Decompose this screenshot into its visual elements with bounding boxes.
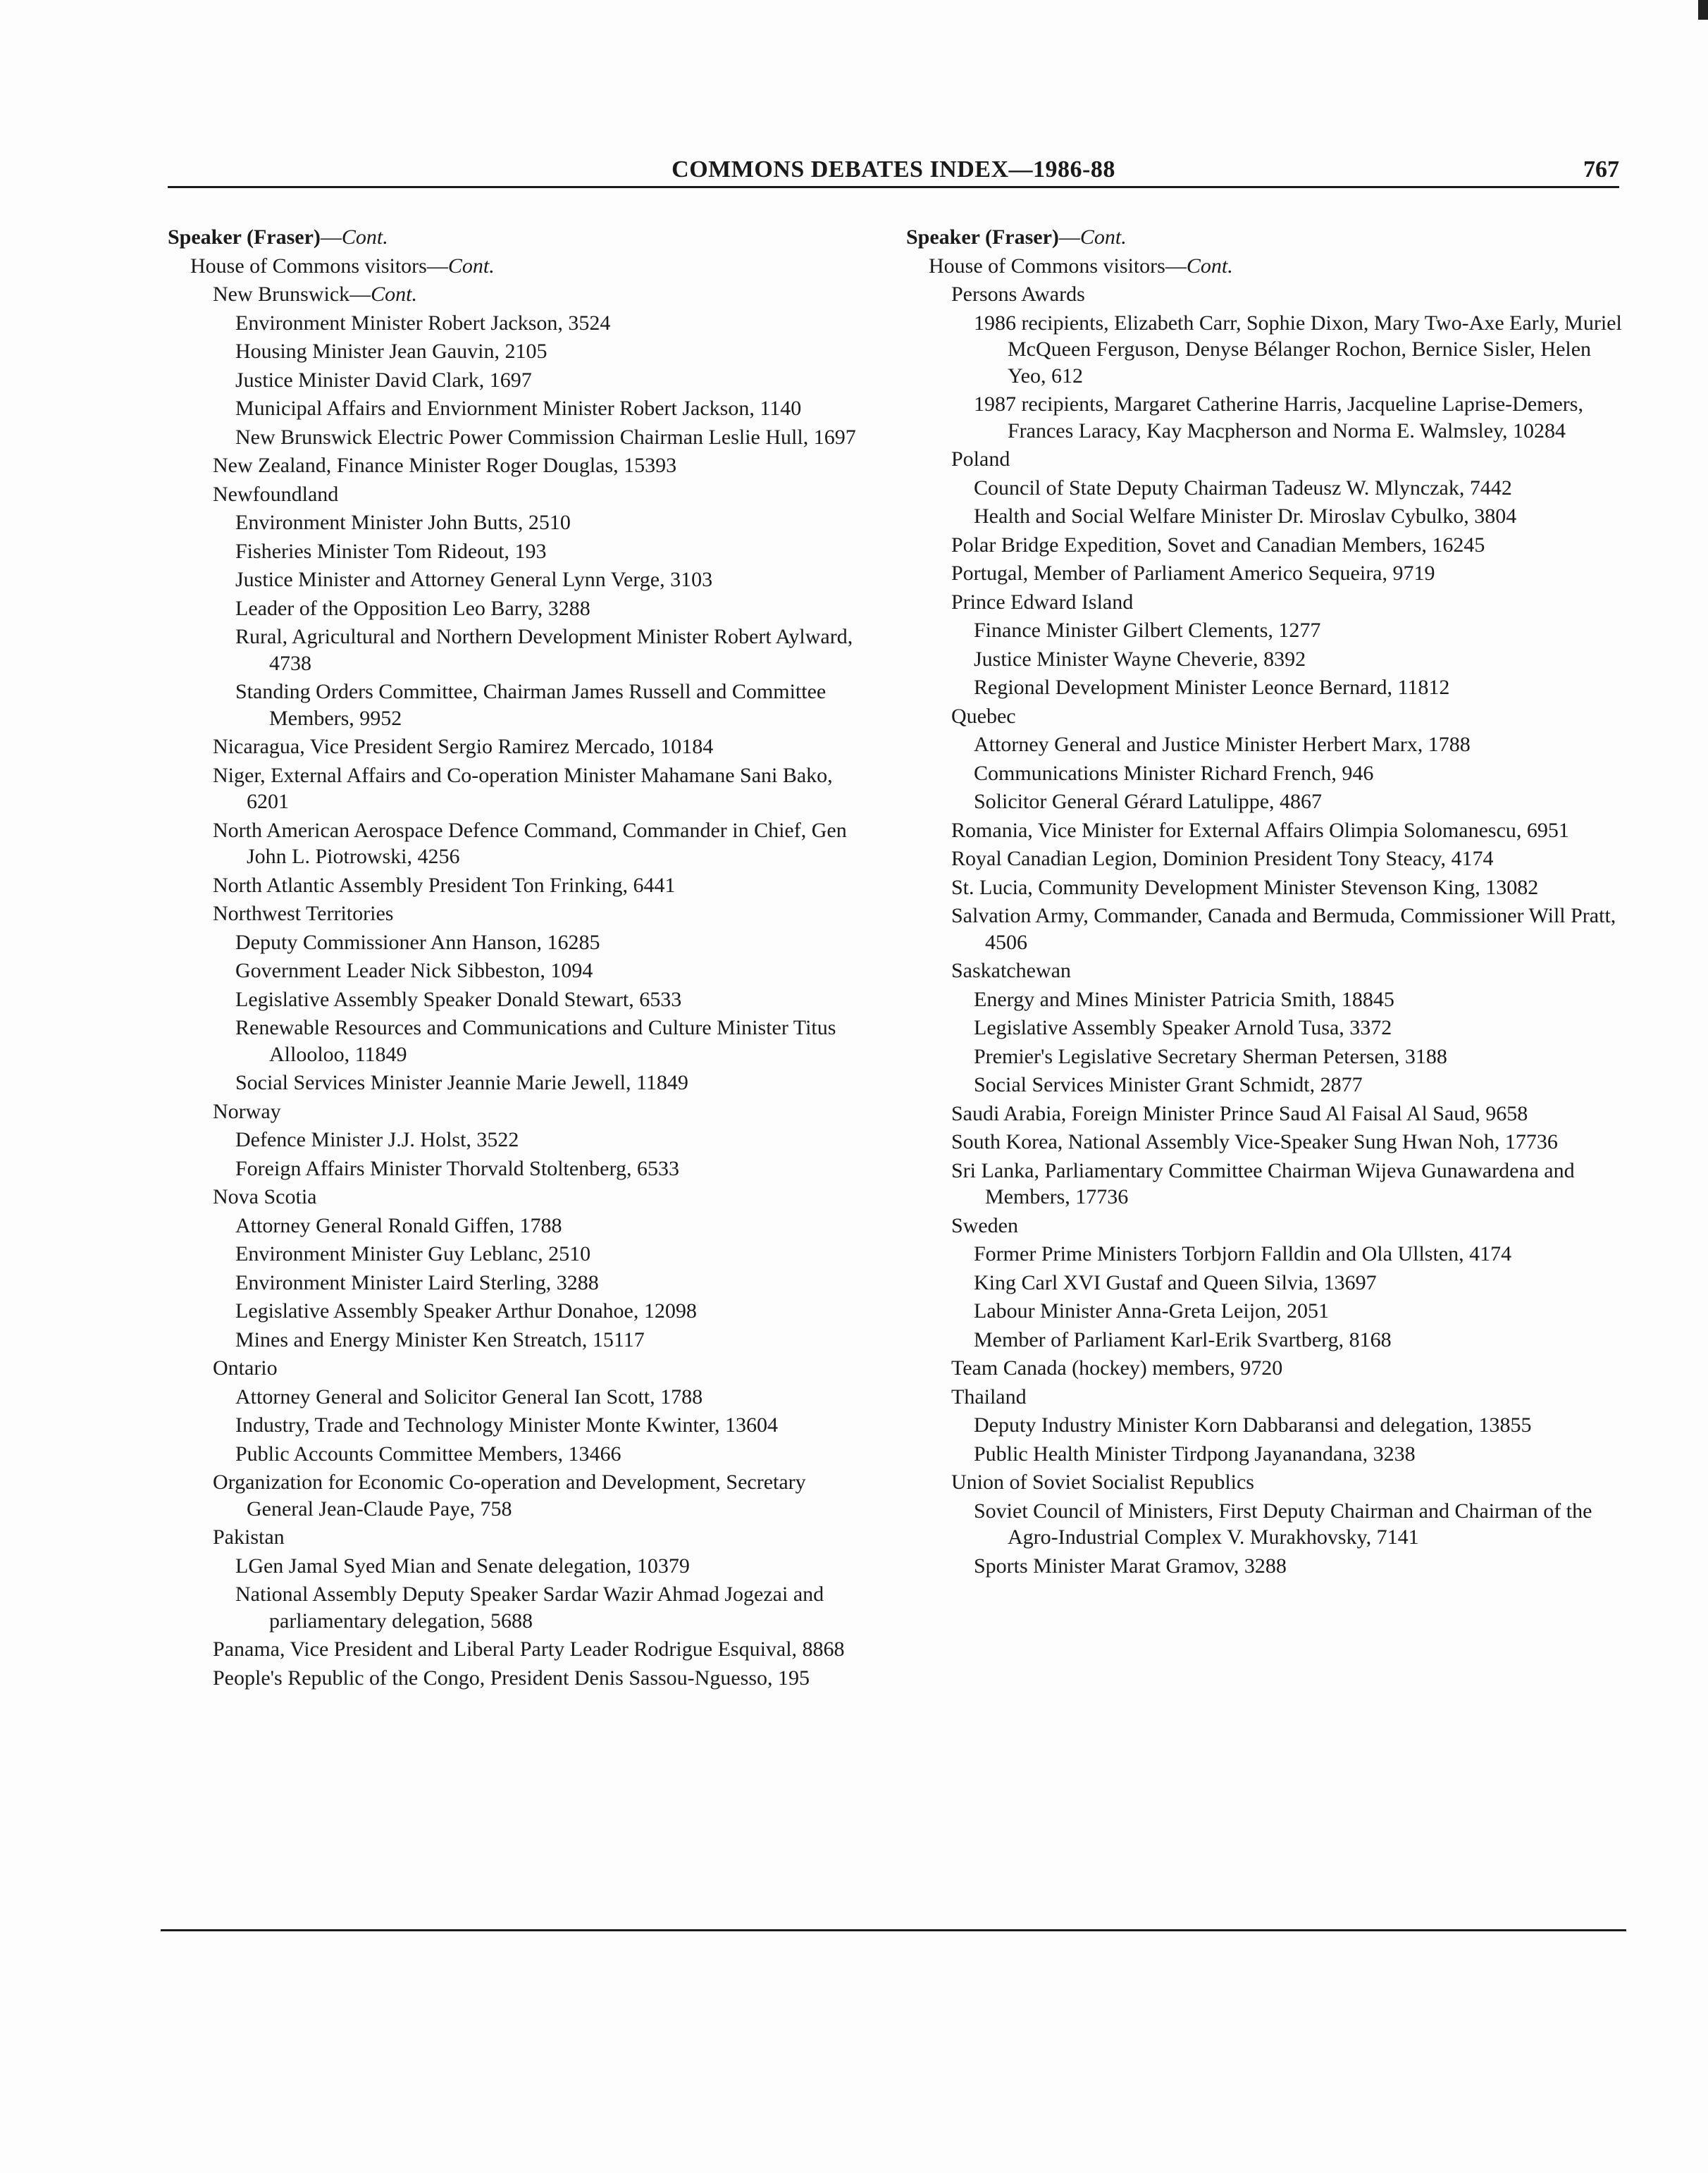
index-entry bbox=[906, 253, 1632, 280]
right-column bbox=[906, 224, 1632, 1581]
index-entry bbox=[168, 452, 872, 479]
index-entry bbox=[906, 1355, 1632, 1382]
index-entry bbox=[168, 986, 872, 1013]
entry-text: Social Services Minister Grant Schmidt, 2877 bbox=[974, 1073, 1363, 1096]
entry-continued: Cont. bbox=[341, 225, 388, 249]
entry-text: Justice Minister David Clark, 1697 bbox=[235, 368, 532, 392]
em-dash: — bbox=[349, 283, 371, 306]
index-entry bbox=[906, 1044, 1632, 1070]
entry-continued: Cont. bbox=[371, 283, 417, 306]
index-entry bbox=[906, 1129, 1632, 1156]
index-entry bbox=[906, 1213, 1632, 1239]
entry-text: Rural, Agricultural and Northern Development Minister Robert Aylward, 4738 bbox=[235, 625, 853, 675]
index-entry bbox=[168, 253, 872, 280]
index-entry bbox=[906, 1101, 1632, 1127]
entry-text: Council of State Deputy Chairman Tadeusz W. Mlynczak, 7442 bbox=[974, 476, 1512, 500]
entry-text: Northwest Territories bbox=[213, 902, 394, 925]
entry-text: Nova Scotia bbox=[213, 1185, 317, 1208]
index-entry bbox=[906, 1072, 1632, 1098]
index-entry bbox=[906, 1384, 1632, 1411]
index-entry bbox=[168, 310, 872, 337]
index-entry bbox=[168, 1156, 872, 1182]
index-entry bbox=[168, 1412, 872, 1439]
index-entry bbox=[168, 424, 872, 451]
page-number: 767 bbox=[1583, 156, 1619, 182]
index-entry bbox=[168, 1270, 872, 1296]
entry-text: National Assembly Deputy Speaker Sardar Wazir Ahmad Jogezai and parliamentary delegation, 5688 bbox=[235, 1583, 824, 1633]
entry-text: Legislative Assembly Speaker Arthur Donahoe, 12098 bbox=[235, 1299, 697, 1323]
index-entry bbox=[168, 509, 872, 536]
index-entry bbox=[906, 760, 1632, 787]
index-entry bbox=[168, 1327, 872, 1354]
index-entry bbox=[168, 958, 872, 984]
index-entry bbox=[168, 929, 872, 956]
entry-text: Saudi Arabia, Foreign Minister Prince Saud Al Faisal Al Saud, 9658 bbox=[951, 1101, 1528, 1125]
index-entry bbox=[168, 762, 872, 815]
entry-text: Norway bbox=[213, 1099, 281, 1123]
index-entry bbox=[906, 1441, 1632, 1468]
index-entry bbox=[168, 1355, 872, 1382]
index-entry bbox=[906, 1412, 1632, 1439]
entry-text: Polar Bridge Expedition, Sovet and Canadian Members, 16245 bbox=[951, 533, 1485, 557]
index-entry bbox=[906, 281, 1632, 308]
entry-text: New Zealand, Finance Minister Roger Douglas, 15393 bbox=[213, 454, 677, 477]
entry-text: Public Health Minister Tirdpong Jayanandana, 3238 bbox=[974, 1442, 1416, 1466]
index-entry bbox=[906, 391, 1632, 444]
index-entry bbox=[168, 395, 872, 422]
index-entry bbox=[906, 1498, 1632, 1551]
entry-text: Panama, Vice President and Liberal Party Leader Rodrigue Esquival, 8868 bbox=[213, 1638, 845, 1661]
entry-text: Premier's Legislative Secretary Sherman Petersen, 3188 bbox=[974, 1044, 1447, 1068]
entry-text: Attorney General and Justice Minister Herbert Marx, 1788 bbox=[974, 733, 1471, 756]
entry-text: Former Prime Ministers Torbjorn Falldin and Ola Ullsten, 4174 bbox=[974, 1242, 1512, 1265]
entry-text: Justice Minister and Attorney General Lynn Verge, 3103 bbox=[235, 568, 713, 591]
entry-text: Union of Soviet Socialist Republics bbox=[951, 1471, 1254, 1494]
entry-text: Labour Minister Anna-Greta Leijon, 2051 bbox=[974, 1299, 1330, 1323]
index-entry bbox=[168, 624, 872, 676]
entry-text: Social Services Minister Jeannie Marie Jewell, 11849 bbox=[235, 1071, 688, 1094]
scan-edge-mark bbox=[1698, 0, 1708, 20]
entry-text: Public Accounts Committee Members, 13466 bbox=[235, 1442, 621, 1466]
index-entry bbox=[906, 731, 1632, 758]
index-entry bbox=[168, 538, 872, 565]
index-entry bbox=[168, 224, 872, 251]
entry-text: Environment Minister Laird Sterling, 3288 bbox=[235, 1270, 599, 1294]
entry-text: Renewable Resources and Communications and Culture Minister Titus Allooloo, 11849 bbox=[235, 1016, 836, 1066]
index-entry bbox=[906, 310, 1632, 390]
entry-text: Fisheries Minister Tom Rideout, 193 bbox=[235, 539, 547, 563]
index-entry bbox=[168, 1665, 872, 1692]
entry-text: Health and Social Welfare Minister Dr. Miroslav Cybulko, 3804 bbox=[974, 504, 1517, 528]
entry-text: Environment Minister John Butts, 2510 bbox=[235, 511, 571, 534]
entry-text: Royal Canadian Legion, Dominion President Tony Steacy, 4174 bbox=[951, 847, 1494, 870]
entry-text: North Atlantic Assembly President Ton Frinking, 6441 bbox=[213, 873, 676, 897]
index-entry bbox=[168, 567, 872, 593]
index-entry bbox=[906, 703, 1632, 730]
index-entry bbox=[906, 903, 1632, 955]
index-entry bbox=[168, 1553, 872, 1580]
entry-text: Sports Minister Marat Gramov, 3288 bbox=[974, 1554, 1287, 1578]
entry-text: Organization for Economic Co-operation and Development, Secretary General Jean-Claude Paye, 758 bbox=[213, 1471, 806, 1521]
footer-rule bbox=[161, 1929, 1626, 1931]
entry-text: Team Canada (hockey) members, 9720 bbox=[951, 1356, 1283, 1380]
entry-continued: Cont. bbox=[1186, 254, 1233, 278]
em-dash: — bbox=[1165, 254, 1187, 278]
index-entry bbox=[906, 986, 1632, 1013]
em-dash: — bbox=[1058, 225, 1080, 249]
entry-text: Standing Orders Committee, Chairman James Russell and Committee Members, 9952 bbox=[235, 680, 827, 730]
entry-text: 1986 recipients, Elizabeth Carr, Sophie Dixon, Mary Two-Axe Early, Muriel McQueen Ferguson, Denyse Bélanger Rochon, Bernice Sisler, Helen Yeo, 612 bbox=[974, 311, 1622, 388]
index-entry bbox=[168, 1213, 872, 1239]
index-entry bbox=[168, 872, 872, 899]
index-entry bbox=[168, 1524, 872, 1551]
entry-text: Regional Development Minister Leonce Bernard, 11812 bbox=[974, 676, 1450, 699]
entry-text: House of Commons visitors bbox=[190, 254, 427, 278]
entry-text: Legislative Assembly Speaker Arnold Tusa, 3372 bbox=[974, 1016, 1392, 1039]
entry-text: Portugal, Member of Parliament Americo Sequeira, 9719 bbox=[951, 562, 1435, 585]
index-entry bbox=[168, 1184, 872, 1211]
index-entry bbox=[906, 874, 1632, 901]
index-entry bbox=[906, 1241, 1632, 1268]
entry-text: Prince Edward Island bbox=[951, 590, 1134, 614]
entry-continued: Cont. bbox=[1079, 225, 1127, 249]
entry-text: Quebec bbox=[951, 704, 1016, 728]
index-entry bbox=[906, 817, 1632, 844]
index-entry bbox=[906, 846, 1632, 872]
index-entry bbox=[906, 1469, 1632, 1496]
entry-text: St. Lucia, Community Development Minister Stevenson King, 13082 bbox=[951, 875, 1539, 899]
entry-text: Pakistan bbox=[213, 1525, 285, 1549]
entry-text: Newfoundland bbox=[213, 482, 339, 506]
entry-text: New Brunswick Electric Power Commission Chairman Leslie Hull, 1697 bbox=[235, 425, 856, 449]
index-entry bbox=[906, 589, 1632, 616]
header-rule bbox=[168, 186, 1619, 188]
entry-text: Deputy Industry Minister Korn Dabbaransi and delegation, 13855 bbox=[974, 1413, 1532, 1437]
index-entry bbox=[906, 1270, 1632, 1296]
entry-text: Soviet Council of Ministers, First Deputy Chairman and Chairman of the Agro-Industrial Complex V. Murakhovsky, 7141 bbox=[974, 1499, 1592, 1549]
entry-heading: Speaker (Fraser) bbox=[168, 225, 321, 249]
index-entry bbox=[168, 900, 872, 927]
index-entry bbox=[168, 1581, 872, 1634]
index-entry bbox=[168, 1636, 872, 1663]
em-dash: — bbox=[320, 225, 342, 249]
entry-text: Justice Minister Wayne Cheverie, 8392 bbox=[974, 647, 1306, 671]
index-entry bbox=[168, 595, 872, 622]
index-entry bbox=[168, 481, 872, 508]
index-entry bbox=[168, 679, 872, 731]
index-entry bbox=[906, 1553, 1632, 1580]
entry-text: Niger, External Affairs and Co-operation Minister Mahamane Sani Bako, 6201 bbox=[213, 763, 833, 813]
index-entry bbox=[906, 446, 1632, 473]
entry-text: Communications Minister Richard French, 946 bbox=[974, 761, 1374, 785]
entry-text: Legislative Assembly Speaker Donald Stewart, 6533 bbox=[235, 987, 682, 1011]
index-entry bbox=[168, 1298, 872, 1325]
index-entry bbox=[168, 367, 872, 394]
index-entry bbox=[168, 1241, 872, 1268]
entry-text: Salvation Army, Commander, Canada and Bermuda, Commissioner Will Pratt, 4506 bbox=[951, 904, 1616, 954]
em-dash: — bbox=[426, 254, 448, 278]
entry-text: LGen Jamal Syed Mian and Senate delegation, 10379 bbox=[235, 1554, 690, 1578]
entry-text: Solicitor General Gérard Latulippe, 4867 bbox=[974, 790, 1323, 813]
index-entry bbox=[906, 1158, 1632, 1211]
index-entry bbox=[906, 475, 1632, 502]
index-entry bbox=[906, 958, 1632, 984]
index-entry bbox=[906, 1015, 1632, 1041]
index-entry bbox=[168, 1441, 872, 1468]
page-title: COMMONS DEBATES INDEX—1986-88 bbox=[672, 156, 1115, 182]
left-column bbox=[168, 224, 872, 1693]
index-entry bbox=[168, 817, 872, 870]
entry-text: North American Aerospace Defence Command, Commander in Chief, Gen John L. Piotrowski, 4256 bbox=[213, 818, 847, 868]
entry-text: Industry, Trade and Technology Minister Monte Kwinter, 13604 bbox=[235, 1413, 778, 1437]
index-entry bbox=[168, 1469, 872, 1522]
index-entry bbox=[168, 1098, 872, 1125]
index-entry bbox=[906, 617, 1632, 644]
entry-text: Defence Minister J.J. Holst, 3522 bbox=[235, 1128, 519, 1151]
entry-text: House of Commons visitors bbox=[929, 254, 1165, 278]
index-entry bbox=[168, 338, 872, 365]
entry-text: Environment Minister Guy Leblanc, 2510 bbox=[235, 1242, 591, 1265]
index-entry bbox=[168, 1015, 872, 1067]
index-entry bbox=[906, 1327, 1632, 1354]
index-entry bbox=[168, 1070, 872, 1096]
index-entry bbox=[168, 281, 872, 308]
entry-heading: Speaker (Fraser) bbox=[906, 225, 1059, 249]
entry-text: Sweden bbox=[951, 1213, 1018, 1237]
index-entry bbox=[906, 503, 1632, 530]
index-entry bbox=[906, 646, 1632, 673]
entry-text: Energy and Mines Minister Patricia Smith, 18845 bbox=[974, 987, 1394, 1011]
index-entry bbox=[906, 224, 1632, 251]
entry-text: Attorney General and Solicitor General Ian Scott, 1788 bbox=[235, 1385, 703, 1409]
entry-text: Mines and Energy Minister Ken Streatch, 15117 bbox=[235, 1327, 645, 1351]
entry-text: People's Republic of the Congo, President Denis Sassou-Nguesso, 195 bbox=[213, 1666, 810, 1690]
index-entry bbox=[906, 674, 1632, 701]
index-entry bbox=[168, 733, 872, 760]
entry-text: Sri Lanka, Parliamentary Committee Chairman Wijeva Gunawardena and Members, 17736 bbox=[951, 1158, 1575, 1208]
entry-text: Saskatchewan bbox=[951, 959, 1071, 982]
index-entry bbox=[906, 532, 1632, 559]
entry-text: Municipal Affairs and Enviornment Minister Robert Jackson, 1140 bbox=[235, 397, 802, 420]
entry-text: Ontario bbox=[213, 1356, 278, 1380]
entry-text: 1987 recipients, Margaret Catherine Harris, Jacqueline Laprise-Demers, Frances Laracy, Kay Macpherson and Norma E. Walmsley, 10284 bbox=[974, 392, 1583, 442]
index-entry bbox=[906, 1298, 1632, 1325]
entry-text: Deputy Commissioner Ann Hanson, 16285 bbox=[235, 930, 600, 954]
entry-text: Poland bbox=[951, 447, 1010, 471]
entry-continued: Cont. bbox=[447, 254, 495, 278]
index-entry bbox=[168, 1384, 872, 1411]
entry-text: South Korea, National Assembly Vice-Speaker Sung Hwan Noh, 17736 bbox=[951, 1130, 1558, 1153]
entry-text: Nicaragua, Vice President Sergio Ramirez Mercado, 10184 bbox=[213, 735, 714, 758]
entry-text: Persons Awards bbox=[951, 283, 1085, 306]
page-header bbox=[168, 154, 1619, 186]
entry-text: Attorney General Ronald Giffen, 1788 bbox=[235, 1213, 562, 1237]
entry-text: Finance Minister Gilbert Clements, 1277 bbox=[974, 619, 1321, 642]
entry-text: Government Leader Nick Sibbeston, 1094 bbox=[235, 959, 593, 982]
entry-text: Leader of the Opposition Leo Barry, 3288 bbox=[235, 596, 590, 620]
entry-text: Environment Minister Robert Jackson, 3524 bbox=[235, 311, 611, 335]
index-entry bbox=[906, 788, 1632, 815]
entry-text: King Carl XVI Gustaf and Queen Silvia, 13697 bbox=[974, 1270, 1377, 1294]
entry-text: Romania, Vice Minister for External Affairs Olimpia Solomanescu, 6951 bbox=[951, 818, 1569, 842]
entry-text: Thailand bbox=[951, 1385, 1027, 1409]
entry-text: Foreign Affairs Minister Thorvald Stoltenberg, 6533 bbox=[235, 1156, 679, 1180]
entry-text: Housing Minister Jean Gauvin, 2105 bbox=[235, 340, 547, 363]
index-entry bbox=[906, 560, 1632, 587]
entry-text: Member of Parliament Karl-Erik Svartberg, 8168 bbox=[974, 1327, 1392, 1351]
entry-text: New Brunswick bbox=[213, 283, 350, 306]
index-entry bbox=[168, 1127, 872, 1153]
